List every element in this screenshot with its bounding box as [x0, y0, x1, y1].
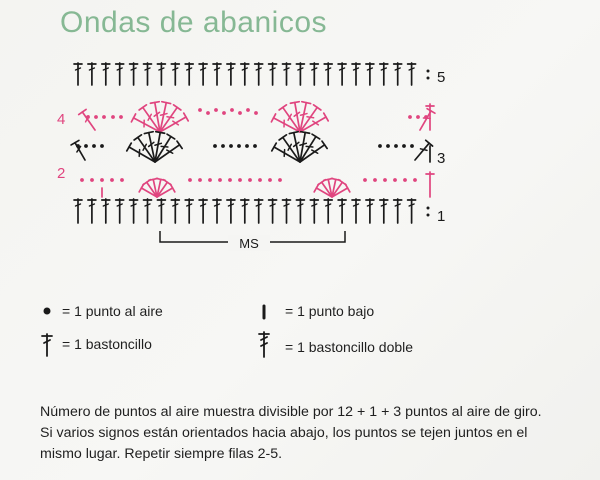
row-label-2: 2	[57, 165, 66, 182]
row-label-5: 5	[437, 69, 446, 86]
chain-stitch	[100, 144, 104, 148]
chain-stitch	[188, 178, 192, 182]
chain-stitch	[258, 178, 262, 182]
row-4-stitches	[79, 102, 435, 136]
chain-stitch	[246, 108, 250, 112]
chain-stitch	[373, 178, 377, 182]
chain-stitch	[253, 144, 257, 148]
chain-stitch	[221, 144, 225, 148]
chain-stitch	[245, 144, 249, 148]
chain-stitch	[198, 108, 202, 112]
chain-stitch	[427, 77, 430, 80]
ms-label: MS	[239, 236, 259, 251]
chain-stitch	[111, 115, 115, 119]
chain-stitch	[94, 115, 98, 119]
chain-stitch	[386, 144, 390, 148]
chain-stitch	[383, 178, 387, 182]
row-1-stitches	[74, 199, 430, 223]
chain-stitch	[393, 178, 397, 182]
chain-stitch	[228, 178, 232, 182]
chain-stitch	[213, 144, 217, 148]
chain-stitch	[84, 144, 88, 148]
chain-stitch	[416, 115, 420, 119]
chain-stitch	[238, 178, 242, 182]
treble-crochet-icon	[259, 332, 269, 357]
row-label-4: 4	[57, 111, 66, 128]
chain-stitch	[214, 108, 218, 112]
chain-stitch	[90, 178, 94, 182]
legend-treble-crochet-text: = 1 bastoncillo doble	[285, 339, 414, 355]
double-crochet-stitch	[416, 109, 435, 133]
chain-stitch	[119, 115, 123, 119]
chain-stitch	[218, 178, 222, 182]
double-crochet-stitch	[79, 109, 99, 132]
row-5-stitches	[74, 63, 430, 85]
chain-stitch	[230, 108, 234, 112]
legend-chain-text: = 1 punto al aire	[62, 303, 163, 319]
chain-stitch	[120, 178, 124, 182]
chain-stitch	[92, 144, 96, 148]
chain-stitch	[229, 144, 233, 148]
chain-stitch	[238, 111, 242, 115]
row-3-stitches	[71, 132, 432, 166]
chain-stitch	[427, 207, 430, 210]
chain-stitch	[413, 178, 417, 182]
chain-stitch	[237, 144, 241, 148]
chain-stitch	[206, 111, 210, 115]
chain-stitch	[208, 178, 212, 182]
chain-stitch	[378, 144, 382, 148]
chain-stitch	[363, 178, 367, 182]
chain-stitch	[102, 115, 106, 119]
instruction-line-3: mismo lugar. Repetir siempre filas 2-5.	[40, 446, 283, 462]
chain-stitch	[410, 144, 414, 148]
chain-stitch	[100, 178, 104, 182]
double-crochet-icon	[42, 334, 52, 356]
chain-stitch	[248, 178, 252, 182]
instructions	[40, 402, 580, 465]
row-label-1: 1	[437, 208, 446, 225]
chain-stitch	[254, 111, 258, 115]
chain-stitch	[427, 214, 430, 217]
chain-stitch	[110, 178, 114, 182]
chain-stitch-icon	[44, 308, 51, 315]
chain-stitch	[222, 111, 226, 115]
instruction-line-2: Si varios signos están orientados hacia abajo, los puntos se tejen juntos en el	[40, 425, 528, 441]
chain-stitch	[278, 178, 282, 182]
legend-double-crochet-text: = 1 bastoncillo	[62, 336, 152, 352]
chain-stitch	[402, 144, 406, 148]
legend-single-crochet-text: = 1 punto bajo	[285, 303, 375, 319]
instruction-line-1: Número de puntos al aire muestra divisible por 12 + 1 + 3 puntos al aire de giro.	[40, 404, 542, 420]
chain-stitch	[427, 70, 430, 73]
row-label-3: 3	[437, 150, 446, 167]
chain-stitch	[80, 178, 84, 182]
chain-stitch	[198, 178, 202, 182]
chain-stitch	[268, 178, 272, 182]
double-crochet-stitch	[71, 140, 89, 162]
row-2-stitches	[80, 172, 434, 201]
chain-stitch	[408, 115, 412, 119]
chain-stitch	[403, 178, 407, 182]
chain-stitch	[394, 144, 398, 148]
page-title: Ondas de abanicos	[60, 6, 328, 39]
